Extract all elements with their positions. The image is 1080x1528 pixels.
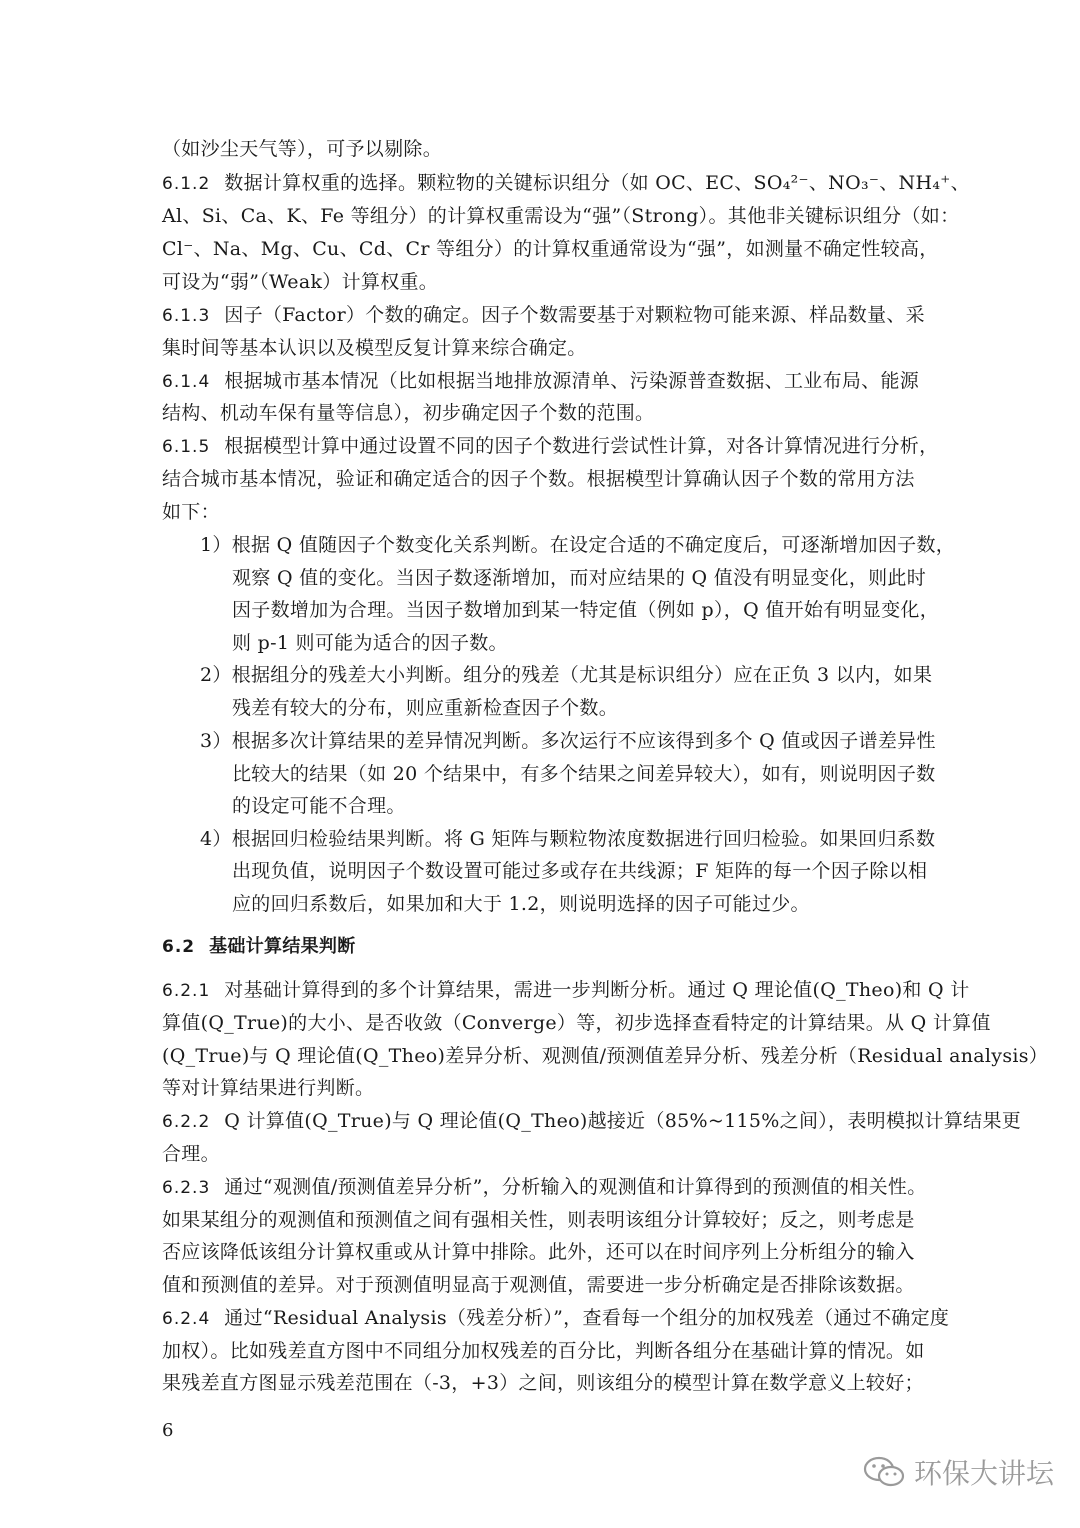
line-text: （如沙尘天气等），可予以剔除。 xyxy=(162,138,443,160)
line-text: 加权）。比如残差直方图中不同组分加权残差的百分比，判断各组分在基础计算的情况。如 xyxy=(162,1340,925,1362)
line-text: 通过“观测值/预测值差异分析”，分析输入的观测值和计算得到的预测值的相关性。 xyxy=(224,1176,927,1198)
section-line-6-1-4 xyxy=(162,368,919,395)
text-line xyxy=(162,1043,1048,1069)
line-text: 出现负值，说明因子个数设置可能过多或存在共线源；F 矩阵的每一个因子除以相 xyxy=(232,860,928,882)
text-line xyxy=(162,136,442,162)
text-line xyxy=(200,826,935,852)
wechat-icon xyxy=(862,1454,906,1490)
line-text: 算值(Q_True)的大小、是否收敛（Converge）等，初步选择查看特定的计算结果。从 Q 计算值 xyxy=(162,1012,991,1034)
text-line xyxy=(232,761,935,787)
text-line xyxy=(232,565,926,591)
line-text: 合理。 xyxy=(162,1143,220,1165)
watermark-text: 环保大讲坛 xyxy=(914,1457,1055,1490)
line-text: 对基础计算得到的多个计算结果，需进一步判断分析。通过 Q 理论值(Q_Theo)和 Q 计 xyxy=(224,979,970,1001)
text-line xyxy=(162,1141,220,1167)
line-text: 则 p-1 则可能为适合的因子数。 xyxy=(232,632,508,654)
line-text: 残差有较大的分布，则应重新检查因子个数。 xyxy=(232,697,619,719)
section-line-6-2-3 xyxy=(162,1174,927,1201)
text-line xyxy=(200,662,932,688)
line-text: Cl⁻、Na、Mg、Cu、Cd、Cr 等组分）的计算权重通常设为“强”，如测量不确定性较高， xyxy=(162,238,939,260)
text-line xyxy=(232,858,927,884)
text-line xyxy=(162,236,939,262)
line-text: Al、Si、Ca、K、Fe 等组分）的计算权重需设为“强”（Strong）。其他非关键标识组分（如： xyxy=(162,205,960,227)
line-text: 数据计算权重的选择。颗粒物的关键标识组分（如 OC、EC、SO₄²⁻、NO₃⁻、NH₄⁺、 xyxy=(224,172,970,194)
text-line xyxy=(162,335,587,361)
section-number: 6.1.5 xyxy=(162,437,211,457)
text-line xyxy=(162,400,654,426)
line-text: 因子（Factor）个数的确定。因子个数需要基于对颗粒物可能来源、样品数量、采 xyxy=(224,304,925,326)
line-text: 等对计算结果进行判断。 xyxy=(162,1077,375,1099)
section-number: 6.1.2 xyxy=(162,174,211,194)
line-text: 3）根据多次计算结果的差异情况判断。多次运行不应该得到多个 Q 值或因子谱差异性 xyxy=(200,730,936,752)
line-text: 基础计算结果判断 xyxy=(209,936,356,957)
section-line-6-1-5 xyxy=(162,433,938,460)
line-text: 4）根据回归检验结果判断。将 G 矩阵与颗粒物浓度数据进行回归检验。如果回归系数 xyxy=(200,828,936,850)
watermark xyxy=(862,1452,1054,1492)
line-text: 如果某组分的观测值和预测值之间有强相关性，则表明该组分计算较好；反之，则考虑是 xyxy=(162,1209,915,1231)
line-text: 1）根据 Q 值随因子个数变化关系判断。在设定合适的不确定度后，可逐渐增加因子数， xyxy=(200,534,956,556)
text-line xyxy=(162,1338,925,1364)
text-line xyxy=(162,1370,924,1396)
line-text: 通过“Residual Analysis（残差分析）”，查看每一个组分的加权残差（通过不确定度 xyxy=(224,1307,950,1329)
section-number: 6.2.2 xyxy=(162,1112,211,1132)
text-line xyxy=(200,728,936,754)
page-number: 6 xyxy=(162,1420,174,1441)
text-line xyxy=(232,793,406,819)
section-line-6-2-4 xyxy=(162,1305,949,1332)
line-text: 根据城市基本情况（比如根据当地排放源清单、污染源普查数据、工业布局、能源 xyxy=(224,370,920,392)
section-number: 6.2.1 xyxy=(162,981,211,1001)
line-text: 比较大的结果（如 20 个结果中，有多个结果之间差异较大），如有，则说明因子数 xyxy=(232,763,936,785)
line-text: 的设定可能不合理。 xyxy=(232,795,406,817)
section-number: 6.1.4 xyxy=(162,372,211,392)
line-text: 如下： xyxy=(162,501,220,523)
section-number: 6.2 xyxy=(162,937,196,957)
section-number: 6.2.3 xyxy=(162,1178,211,1198)
line-text: 2）根据组分的残差大小判断。组分的残差（尤其是标识组分）应在正负 3 以内，如果 xyxy=(200,664,933,686)
section-line-6-2-1 xyxy=(162,977,970,1004)
section-line-6-1-2 xyxy=(162,170,970,197)
text-line xyxy=(162,1272,915,1298)
text-line xyxy=(162,1207,915,1233)
section-line-6-2-2 xyxy=(162,1108,1021,1135)
text-line xyxy=(162,203,959,229)
text-line xyxy=(162,1239,915,1265)
text-line xyxy=(200,532,955,558)
line-text: 可设为“弱”（Weak）计算权重。 xyxy=(162,271,439,293)
text-line xyxy=(232,891,810,917)
text-line xyxy=(232,695,618,721)
text-line xyxy=(162,269,438,295)
text-line xyxy=(162,466,915,492)
line-text: 观察 Q 值的变化。当因子数逐渐增加，而对应结果的 Q 值没有明显变化，则此时 xyxy=(232,567,927,589)
line-text: 根据模型计算中通过设置不同的因子个数进行尝试性计算，对各计算情况进行分析， xyxy=(224,435,939,457)
text-line xyxy=(162,1075,374,1101)
section-line-6-1-3 xyxy=(162,302,925,329)
line-text: 应的回归系数后，如果加和大于 1.2，则说明选择的因子可能过少。 xyxy=(232,893,810,915)
section-number: 6.2.4 xyxy=(162,1309,211,1329)
line-text: 结合城市基本情况，验证和确定适合的因子个数。根据模型计算确认因子个数的常用方法 xyxy=(162,468,915,490)
line-text: 否应该降低该组分计算权重或从计算中排除。此外，还可以在时间序列上分析组分的输入 xyxy=(162,1241,915,1263)
line-text: (Q_True)与 Q 理论值(Q_Theo)差异分析、观测值/预测值差异分析、残差分析（Residual analysis） xyxy=(162,1045,1049,1067)
section-number: 6.1.3 xyxy=(162,306,211,326)
line-text: Q 计算值(Q_True)与 Q 理论值(Q_Theo)越接近（85%~115%之间），表明模拟计算结果更 xyxy=(224,1110,1022,1132)
line-text: 因子数增加为合理。当因子数增加到某一特定值（例如 p），Q 值开始有明显变化， xyxy=(232,599,940,621)
section-line-6-2 xyxy=(162,934,356,960)
text-line xyxy=(232,630,508,656)
line-text: 果残差直方图显示残差范围在（-3，+3）之间，则该组分的模型计算在数学意义上较好； xyxy=(162,1372,924,1394)
text-line xyxy=(162,1010,991,1036)
line-text: 值和预测值的差异。对于预测值明显高于观测值，需要进一步分析确定是否排除该数据。 xyxy=(162,1274,915,1296)
text-line xyxy=(232,597,939,623)
line-text: 结构、机动车保有量等信息），初步确定因子个数的范围。 xyxy=(162,402,655,424)
text-line xyxy=(162,499,220,525)
line-text: 集时间等基本认识以及模型反复计算来综合确定。 xyxy=(162,337,587,359)
